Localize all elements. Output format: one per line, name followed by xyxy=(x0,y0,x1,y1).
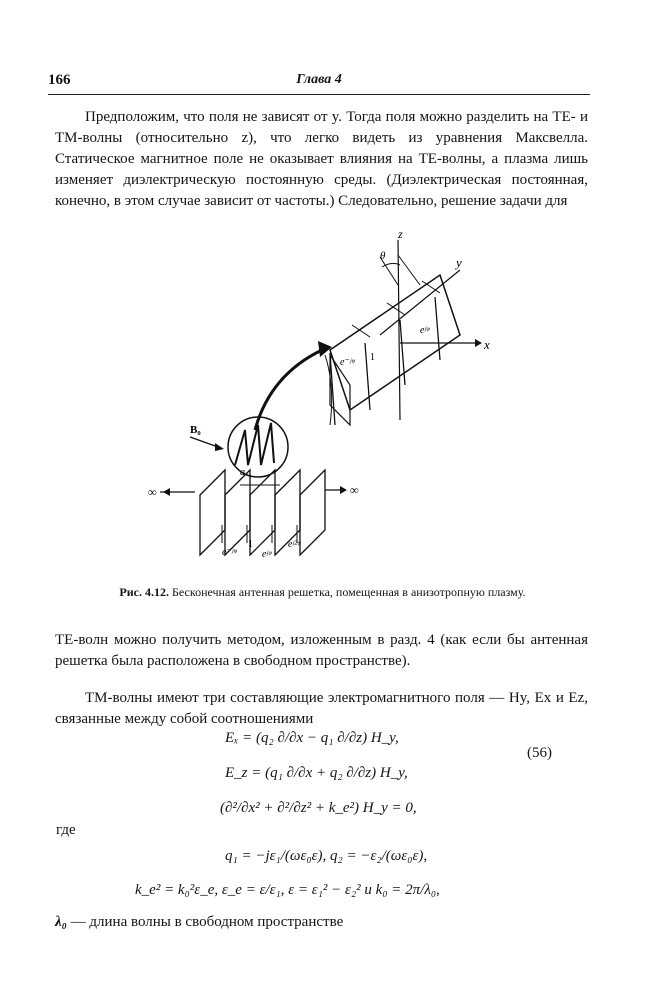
equation-ez: E_z = (q₁ ∂/∂x + q₂ ∂/∂z) H_y, xyxy=(225,765,408,781)
figure-caption xyxy=(95,585,550,600)
infinity-left: ∞ xyxy=(148,485,157,499)
infinity-right: ∞ xyxy=(350,483,359,497)
header-rule xyxy=(48,94,590,95)
wavelength-definition xyxy=(55,914,343,931)
phase-label-bottom-1: e⁻ʲᵠ xyxy=(222,547,237,558)
running-head: Глава 4 xyxy=(296,72,342,87)
axis-label-y: y xyxy=(456,255,462,270)
angle-label-theta: θ xyxy=(380,250,386,262)
phase-label-bottom-4: eʲ²ᵠ xyxy=(288,539,301,550)
phase-label-top-right: eʲᵠ xyxy=(420,325,430,336)
paragraph-te-waves: TE-волн можно получить методом, изложенным в разд. 4 (как если бы антенная решетка была расположена в свободном пространстве). xyxy=(55,632,588,669)
phase-label-bottom-3: eʲᵠ xyxy=(262,549,272,560)
equation-number: (56) xyxy=(527,745,552,761)
figure-caption-text: Бесконечная антенная решетка, помещенная в анизотропную плазму. xyxy=(172,585,526,599)
figure-caption-label: Рис. 4.12. xyxy=(119,585,169,599)
where-word: где xyxy=(56,822,76,838)
paragraph-tm-waves: TM-волны имеют три составляющие электромагнитного поля — Hy, Ex и Ez, связанные между собой соотношениями xyxy=(55,690,588,727)
magnetic-field-label: B₀ xyxy=(190,424,201,436)
paragraph-intro: Предположим, что поля не зависят от y. Тогда поля можно разделить на TE- и TM-волны (относительно z), что легко видеть из уравнения Максвелла. Статическое магнитное поле не оказывает влияния на TE-волны, а плазма лишь изменяет диэлектрическую постоянную среды. (Диэлектрическая постоянная, конечно, в этом случае зависит от частоты.) Следовательно, решение задачи для xyxy=(55,109,588,209)
page-number: 166 xyxy=(48,72,71,88)
equation-k: k_e² = k₀²ε_e, ε_e = ε/ε₁, ε = ε₁² − ε₂² и k₀ = 2π/λ₀, xyxy=(135,882,440,898)
lambda-description: — длина волны в свободном пространстве xyxy=(66,914,344,930)
phase-label-top-center: 1 xyxy=(370,352,375,363)
equation-q: q₁ = −jε₁/(ωε₀ε), q₂ = −ε₂/(ωε₀ε), xyxy=(225,848,428,864)
spacing-label-a: a xyxy=(240,467,245,478)
axis-label-x: x xyxy=(484,337,490,352)
axis-label-z: z xyxy=(398,227,403,241)
lambda-symbol: λ₀ xyxy=(55,914,67,930)
equation-wave: (∂²/∂x² + ∂²/∂z² + k_e²) H_y = 0, xyxy=(220,800,417,816)
antenna-array-figure xyxy=(130,225,510,580)
equation-ex: Eₓ = (q₂ ∂/∂x − q₁ ∂/∂z) H_y, xyxy=(225,730,399,746)
phase-label-bottom-2: 1 xyxy=(248,539,253,550)
phase-label-top-left: e⁻ʲᵠ xyxy=(340,357,355,368)
page-header xyxy=(48,72,590,92)
